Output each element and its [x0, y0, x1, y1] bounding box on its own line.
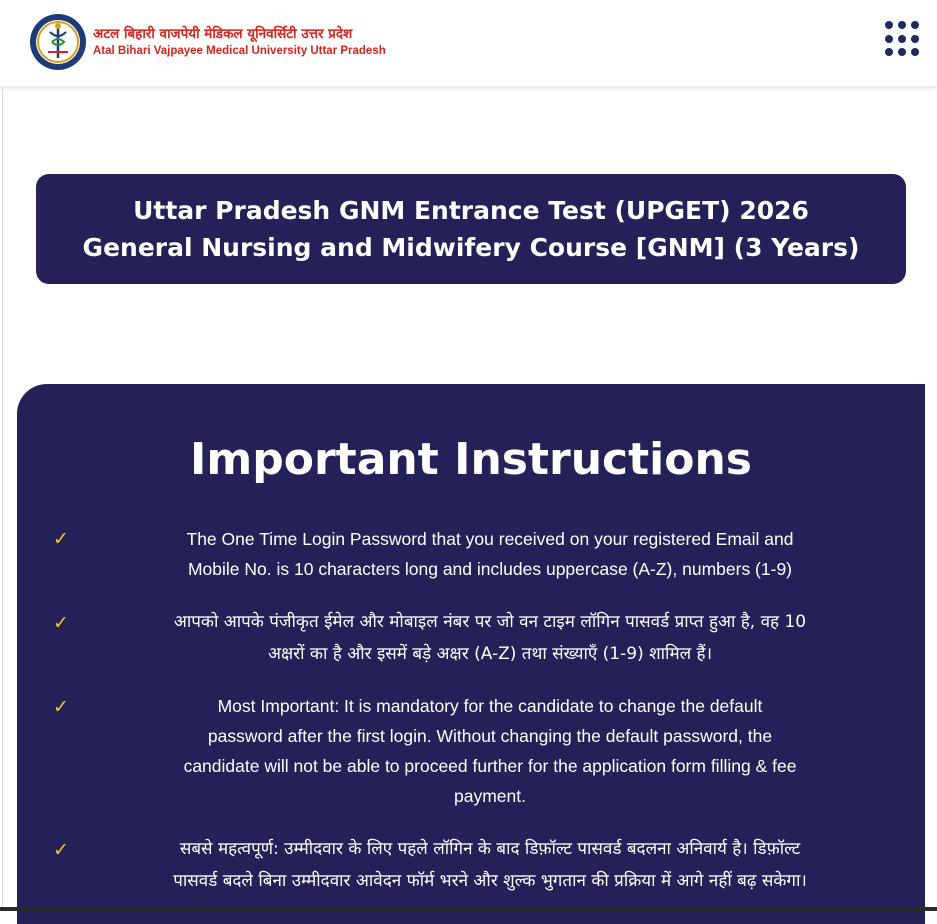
instruction-line: सबसे महत्वपूर्ण: उम्मीदवार के लिए पहले लॉगिन के बाद डिफ़ॉल्ट पासवर्ड बदलना अनिवार्य है। डिफ़ॉल्ट — [179, 839, 801, 859]
checkmark-icon: ✓ — [53, 612, 69, 634]
checkmark-icon: ✓ — [53, 528, 69, 550]
menu-dot — [898, 21, 906, 29]
menu-dot — [898, 48, 906, 56]
top-header-bar — [0, 0, 937, 86]
university-emblem-icon[interactable] — [28, 12, 88, 72]
grid-menu-icon[interactable] — [885, 21, 921, 57]
bottom-border — [0, 907, 937, 911]
instruction-line: आपको आपके पंजीकृत ईमेल और मोबाइल नंबर पर जो वन टाइम लॉगिन पासवर्ड प्राप्त हुआ है, वह 10 — [173, 612, 807, 632]
instruction-line: The One Time Login Password that you received on your registered Email and — [186, 529, 794, 549]
instruction-line: पासवर्ड बदले बिना उम्मीदवार आवेदन फॉर्म भरने और शुल्क भुगतान की प्रक्रिया में आगे नहीं बढ़ सकेगा। — [173, 871, 807, 891]
exam-title: Uttar Pradesh GNM Entrance Test (UPGET) 2026 — [133, 196, 809, 225]
exam-title-card — [36, 174, 906, 284]
menu-dot — [885, 21, 893, 29]
university-name-english: Atal Bihari Vajpayee Medical University Uttar Pradesh — [93, 45, 386, 57]
instructions-heading: Important Instructions — [190, 434, 752, 485]
menu-dot — [885, 48, 893, 56]
instruction-line: Most Important: It is mandatory for the candidate to change the default — [217, 696, 763, 716]
instruction-line: अक्षरों का है और इसमें बड़े अक्षर (A-Z) तथा संख्याएँ (1-9) शामिल हैं। — [267, 644, 713, 664]
instruction-text — [87, 691, 893, 811]
menu-dot — [911, 21, 919, 29]
page-left-border — [2, 86, 3, 911]
menu-dot — [885, 35, 893, 43]
instruction-text — [87, 524, 893, 584]
instruction-text — [87, 606, 893, 670]
instruction-text — [87, 833, 893, 897]
checkmark-icon: ✓ — [53, 696, 69, 718]
instruction-line: password after the first login. Without changing the default password, the — [207, 726, 773, 746]
instruction-line: payment. — [454, 786, 526, 806]
menu-dot — [898, 35, 906, 43]
university-name-hindi: अटल बिहारी वाजपेयी मेडिकल यूनिवर्सिटी उत्तर प्रदेश — [93, 26, 353, 42]
menu-dot — [911, 48, 919, 56]
instruction-line: Mobile No. is 10 characters long and includes uppercase (A-Z), numbers (1-9) — [187, 559, 793, 579]
course-title: General Nursing and Midwifery Course [GNM] (3 Years) — [82, 233, 860, 262]
instruction-line: candidate will not be able to proceed further for the application form filling & fee — [183, 756, 797, 776]
menu-dot — [911, 35, 919, 43]
instructions-panel — [17, 384, 925, 924]
checkmark-icon: ✓ — [53, 839, 69, 861]
